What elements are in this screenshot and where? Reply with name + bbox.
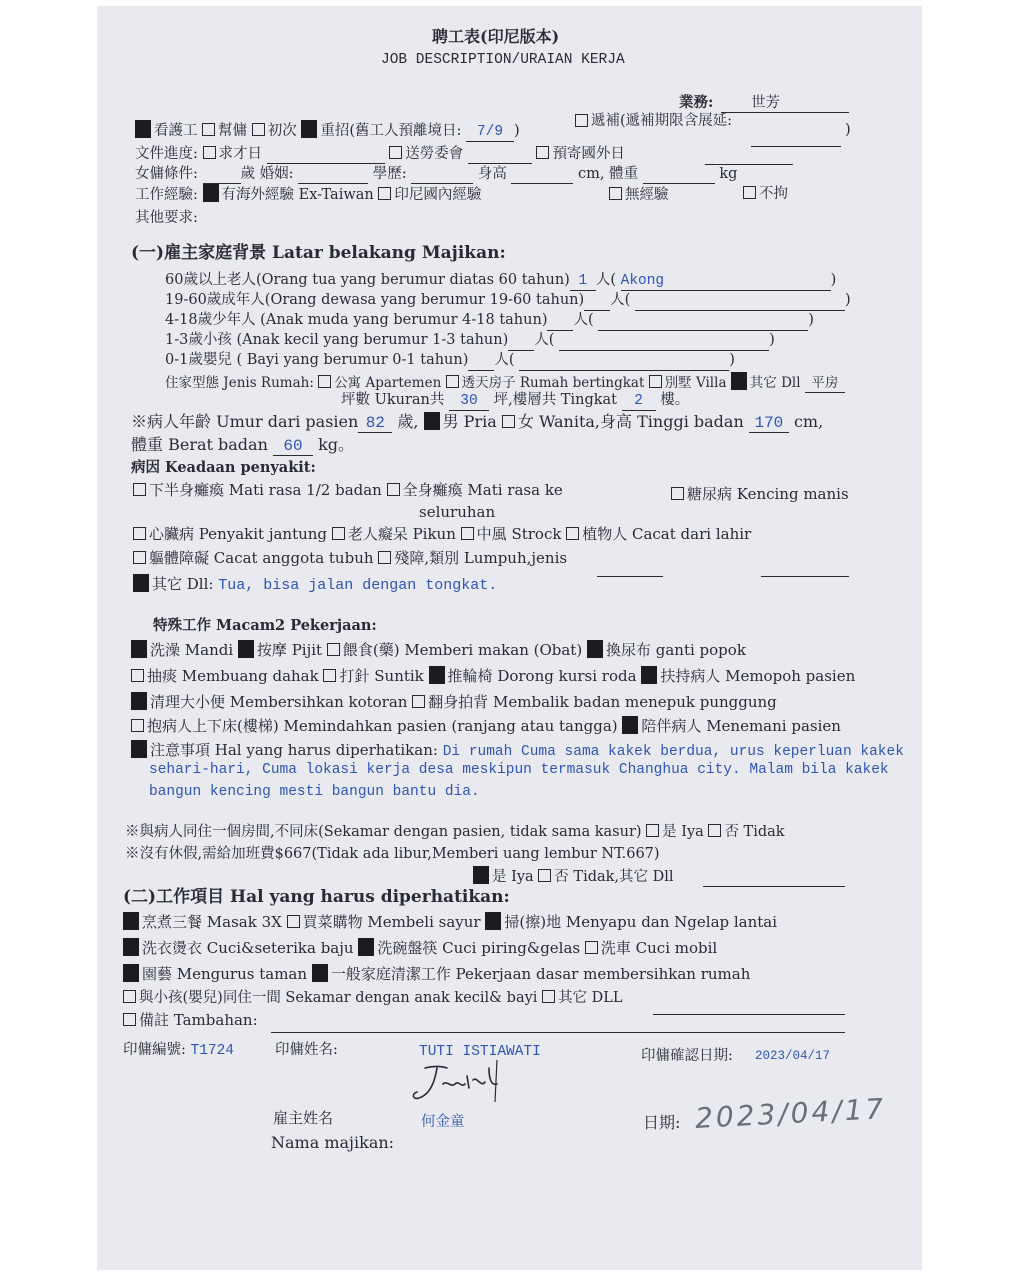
form-title: 聘工表(印尼版本) [432,27,560,46]
patient-weight-label: 體重 Berat badan [131,435,268,454]
dementia-checkbox[interactable] [332,527,345,540]
holiday-yes-label: 是 Iya [492,869,534,885]
townhouse-label: 透天房子 Rumah bertingkat [461,375,645,391]
stroke-label: 中風 Strock [476,525,562,543]
height-unit: cm, [578,166,605,182]
bath-checkbox[interactable] [131,640,147,658]
injection-checkbox[interactable] [323,669,336,682]
housework-row-4 [123,990,623,1007]
rehire-close: ) [513,123,520,139]
female-checkbox[interactable] [502,415,515,428]
employer-name-field[interactable]: 何金童 [421,1114,465,1130]
garden-checkbox[interactable] [123,964,139,982]
household-row-note[interactable] [519,353,729,371]
notes-row [131,740,904,761]
size-label: 坪數 Ukuran共 [341,392,445,408]
any-experience-label: 不拘 [759,186,788,202]
suction-label: 抽痰 Membuang dahak [147,667,319,685]
household-row-count[interactable] [584,293,610,311]
share-room-yes-label: 是 Iya [662,824,704,840]
household-row-note[interactable]: Akong [621,273,831,291]
remarks-checkbox[interactable] [123,1013,136,1026]
experience-label: 工作經驗: [135,187,198,203]
date-label: 日期: [643,1113,681,1132]
handwritten-date: 2023/04/17 [694,1092,888,1135]
patient-height-field[interactable]: 170 [749,414,789,433]
handicap-label: 殘障,類別 Lumpuh,jenis [394,549,568,567]
support-checkbox[interactable] [641,666,657,684]
progress-row [135,146,625,164]
heart-label: 心臟病 Penyakit jantung [149,525,328,543]
first-time-checkbox[interactable] [252,123,265,136]
wheelchair-checkbox[interactable] [429,666,445,684]
housework-label: 一般家庭清潔工作 Pekerjaan dasar membersihkan rumah [330,965,751,983]
housework-row-3 [123,964,750,983]
holiday-options [473,866,674,886]
feeding-label: 餵食(藥) Memberi makan (Obat) [342,641,583,659]
helper-checkbox[interactable] [202,123,215,136]
housing-other-label: 其它 Dll [749,375,801,391]
domestic-label: 印尼國內經驗 [394,187,482,203]
worker-name-field[interactable]: TUTI ISTIAWATI [419,1044,541,1060]
household-row [165,352,735,371]
labor-committee-checkbox[interactable] [389,146,402,159]
handicap-checkbox[interactable] [378,551,391,564]
full-paralysis-label-2: seluruhan [419,503,496,521]
special-work-title: 特殊工作 Macam2 Pekerjaan: [153,617,377,634]
cook-label: 烹煮三餐 Masak 3X [142,913,282,931]
job-seeker-checkbox[interactable] [203,146,216,159]
male-label: 男 Pria [442,412,497,431]
holiday-yes-checkbox[interactable] [473,866,489,884]
patient-row [131,412,823,433]
household-row-label: 4-18歲少年人 (Anak muda yang berumur 4-18 tahun) [165,312,548,328]
no-experience-option [609,187,669,204]
child-room-checkbox[interactable] [123,990,136,1003]
housing-label: 住家型態 Jenis Rumah: [165,375,314,391]
laundry-label: 洗衣燙衣 Cuci&seterika baju [142,939,354,957]
full-paralysis-label: 全身癱瘓 Mati rasa ke [402,481,563,499]
transfer-label: 遞補(遞補期限含展延: [591,113,733,129]
shopping-label: 買菜購物 Membeli sayur [302,913,481,931]
patient-age-field[interactable]: 82 [358,414,392,433]
share-room-label: ※與病人同住一個房間,不同床(Sekamar dengan pasien, tidak sama kasur) [125,824,642,840]
household-row-unit: 人( [610,292,631,308]
transfer-option [575,114,766,131]
share-room-no-label: 否 Tidak [724,824,785,840]
turn-pat-checkbox[interactable] [412,695,425,708]
worker-id-label: 印傭編號: [123,1042,186,1058]
half-paralysis-checkbox[interactable] [133,483,146,496]
housework-other-label: 其它 DLL [558,990,623,1006]
section1-title: (一)雇主家庭背景 Latar belakang Majikan: [131,243,506,263]
overseas-label: 有海外經驗 Ex-Taiwan [221,187,374,203]
townhouse-checkbox[interactable] [446,375,459,388]
laundry-checkbox[interactable] [123,938,139,956]
worker-id-row [123,1042,234,1060]
household-row [165,312,814,331]
household-row-note[interactable] [635,293,845,311]
shopping-checkbox[interactable] [287,915,300,928]
disability-label: 軀體障礙 Cacat anggota tubuh [149,549,374,567]
patient-height-unit: cm, [793,412,824,431]
rehire-date-field[interactable]: 7/9 [466,124,514,142]
massage-checkbox[interactable] [238,640,254,658]
household-row-close: ) [844,292,851,308]
no-experience-label: 無經驗 [625,187,669,203]
household-row [165,292,851,311]
car-checkbox[interactable] [585,941,598,954]
disease-row-4 [133,574,497,594]
employer-label-id: Nama majikan: [271,1133,395,1152]
feeding-checkbox[interactable] [327,643,340,656]
housework-other-checkbox[interactable] [542,990,555,1003]
special-row-4 [131,716,841,735]
accompany-label: 陪伴病人 Menemani pasien [641,717,841,735]
caregiver-label: 看護工 [154,123,198,139]
disease-row-1 [133,482,563,499]
household-row-label: 0-1歲嬰兒 ( Bayi yang berumur 0-1 tahun) [165,352,469,368]
household-row-label: 60歲以上老人(Orang tua yang berumur diatas 60 tahun) [165,272,570,288]
disease-other-label: 其它 Dll: [152,575,214,593]
child-room-label: 與小孩(嬰兒)同住一間 Sekamar dengan anak kecil& bayi [139,990,538,1006]
household-row-count[interactable] [547,313,573,331]
share-room-yes-checkbox[interactable] [646,824,659,837]
heart-checkbox[interactable] [133,527,146,540]
household-row-count[interactable] [508,333,534,351]
notes-line-2: sehari-hari, Cuma lokasi kerja desa meskipun termasuk Changhua city. Malam bila kakek [149,762,889,778]
suction-checkbox[interactable] [131,669,144,682]
male-checkbox[interactable] [424,412,440,430]
household-row-count[interactable]: 1 [570,273,596,291]
vegetative-checkbox[interactable] [566,527,579,540]
worker-signature [407,1058,507,1106]
household-row-unit: 人( [573,312,594,328]
cook-checkbox[interactable] [123,912,139,930]
employer-label: 雇主姓名 [273,1109,334,1127]
transfer-close: ) [845,122,851,138]
conditions-label: 女傭條件: [135,166,198,182]
notes-label: 注意事項 Hal yang harus diperhatikan: [150,741,438,759]
weight-label: 體重 [609,166,639,182]
support-label: 扶持病人 Memopoh pasien [660,667,856,685]
weight-unit: kg [719,166,738,182]
diabetes-option [671,486,849,503]
household-row-note[interactable] [598,313,808,331]
sweep-checkbox[interactable] [485,912,501,930]
vegetative-label: 植物人 Cacat dari lahir [582,525,752,543]
no-holiday-label: ※沒有休假,需給加班費$667(Tidak ada libur,Memberi uang lembur NT.667) [125,846,660,862]
household-row-label: 19-60歲成年人(Orang dewasa yang berumur 19-60 tahun) [165,292,585,308]
special-row-1 [131,640,746,659]
confirm-date-label: 印傭確認日期: [641,1048,733,1064]
massage-label: 按摩 Pijit [256,641,323,659]
dementia-label: 老人癡呆 Pikun [347,525,456,543]
expected-arrival-label: 預寄國外日 [552,146,625,162]
household-row [165,272,836,291]
sweep-label: 掃(擦)地 Menyapu dan Ngelap lantai [504,913,778,931]
no-experience-checkbox[interactable] [609,187,622,200]
housework-checkbox[interactable] [312,964,328,982]
disease-row-2 [133,526,751,543]
injection-label: 打針 Suntik [339,667,424,685]
any-experience-option [743,186,788,203]
villa-checkbox[interactable] [649,375,662,388]
diabetes-label: 糖尿病 Kencing manis [687,485,849,503]
apartment-checkbox[interactable] [318,375,331,388]
turn-pat-label: 翻身拍背 Membalik badan menepuk punggung [428,693,777,711]
household-row-unit: 人( [534,332,555,348]
size-row [341,392,689,411]
height-label: 身高 [477,166,507,182]
patient-height-label: 身高 Tinggi badan [600,412,744,431]
worker-name-label: 印傭姓名: [275,1042,338,1058]
size-unit: 坪,樓層共 Tingkat [493,392,617,408]
household-row-close: ) [808,312,814,328]
household-row-unit: 人( [494,352,515,368]
notes-checkbox[interactable] [131,740,147,758]
carry-checkbox[interactable] [131,719,144,732]
special-row-2 [131,666,855,685]
disease-other-checkbox[interactable] [133,574,149,592]
category-row [135,120,520,142]
household-row-label: 1-3歲小孩 (Anak kecil yang berumur 1-3 tahun) [165,332,509,348]
clean-waste-checkbox[interactable] [131,692,147,710]
household-row-count[interactable] [468,353,494,371]
household-row-close: ) [729,352,735,368]
conditions-row [135,166,737,184]
notes-line-3: bangun kencing mesti bangun bantu dia. [149,784,480,800]
business-label: 業務: [679,94,714,111]
first-time-label: 初次 [267,123,297,139]
dishes-checkbox[interactable] [358,938,374,956]
household-row [165,332,775,351]
age-unit: 歲 [240,166,255,182]
size-field[interactable]: 30 [449,393,489,411]
housing-other-checkbox[interactable] [731,372,747,390]
form-subtitle: JOB DESCRIPTION/URAIAN KERJA [381,52,625,68]
dishes-label: 洗碗盤筷 Cuci piring&gelas [377,939,581,957]
domestic-checkbox[interactable] [378,187,391,200]
half-paralysis-label: 下半身癱瘓 Mati rasa 1/2 badan [149,481,382,499]
accompany-checkbox[interactable] [622,716,638,734]
share-room-no-checkbox[interactable] [708,824,721,837]
apartment-label: 公寓 Apartemen [334,375,442,391]
disease-title: 病因 Keadaan penyakit: [131,459,316,476]
special-row-3 [131,692,777,711]
wheelchair-label: 推輪椅 Dorong kursi roda [447,667,637,685]
floors-unit: 樓。 [660,392,690,408]
car-label: 洗車 Cuci mobil [600,939,718,957]
rehire-checkbox[interactable] [301,120,317,138]
diabetes-checkbox[interactable] [671,487,684,500]
clean-waste-label: 清理大小便 Membersihkan kotoran [150,693,408,711]
diaper-label: 換尿布 ganti popok [605,641,746,659]
housing-other-field[interactable]: 平房 [805,376,845,393]
household-row-note[interactable] [559,333,769,351]
marital-label: 婚姻: [259,166,294,182]
disability-checkbox[interactable] [133,551,146,564]
holiday-no-label: 否 Tidak,其它 Dll [554,869,674,885]
patient-weight-field[interactable]: 60 [273,437,313,456]
transfer-checkbox[interactable] [575,114,588,127]
expected-arrival-checkbox[interactable] [536,146,549,159]
carry-label: 抱病人上下床(樓梯) Memindahkan pasien (ranjang atau tangga) [147,717,618,735]
garden-label: 園藝 Mengurus taman [142,965,308,983]
disease-other-field[interactable]: Tua, bisa jalan dengan tongkat. [218,577,498,594]
rehire-label: 重招(舊工人預離境日: [320,123,462,139]
housing-row [165,372,845,393]
caregiver-checkbox[interactable] [135,120,151,138]
patient-age-unit: 歲, [397,412,419,431]
patient-weight-unit: kg。 [318,435,355,454]
section2-title: (二)工作項目 Hal yang harus diperhatikan: [123,887,510,907]
stroke-checkbox[interactable] [461,527,474,540]
remarks-label: 備註 Tambahan: [139,1011,258,1029]
patient-weight-row [131,436,354,456]
progress-label: 文件進度: [135,146,198,162]
job-seeker-label: 求才日 [218,146,262,162]
household-row-close: ) [769,332,775,348]
labor-committee-label: 送勞委會 [405,146,464,162]
notes-line-1: Di rumah Cuma sama kakek berdua, urus keperluan kakek [442,744,904,760]
disease-row-3 [133,550,567,567]
remarks-row [123,1012,258,1029]
bath-label: 洗澡 Mandi [150,641,234,659]
business-value: 世芳 [721,95,849,113]
share-room-row [125,824,785,841]
diaper-checkbox[interactable] [587,640,603,658]
helper-label: 幫傭 [218,123,248,139]
villa-label: 別墅 Villa [664,375,727,391]
experience-row [135,184,481,204]
patient-age-label: ※病人年齡 Umur dari pasien [131,412,359,431]
household-row-close: ) [830,272,837,288]
worker-id-field[interactable]: T1724 [190,1043,235,1059]
full-paralysis-checkbox[interactable] [387,483,400,496]
household-row-unit: 人( [595,272,617,288]
confirm-date-field[interactable]: 2023/04/17 [755,1049,831,1063]
any-experience-checkbox[interactable] [743,186,756,199]
housework-row-2 [123,938,717,957]
job-description-form [97,6,922,1270]
education-label: 學歷: [372,166,407,182]
female-label: 女 Wanita, [517,412,601,431]
overseas-checkbox[interactable] [203,184,219,202]
floors-field[interactable]: 2 [622,393,656,411]
other-requirements-label: 其他要求: [135,210,198,226]
housework-row-1 [123,912,777,931]
holiday-no-checkbox[interactable] [538,869,551,882]
